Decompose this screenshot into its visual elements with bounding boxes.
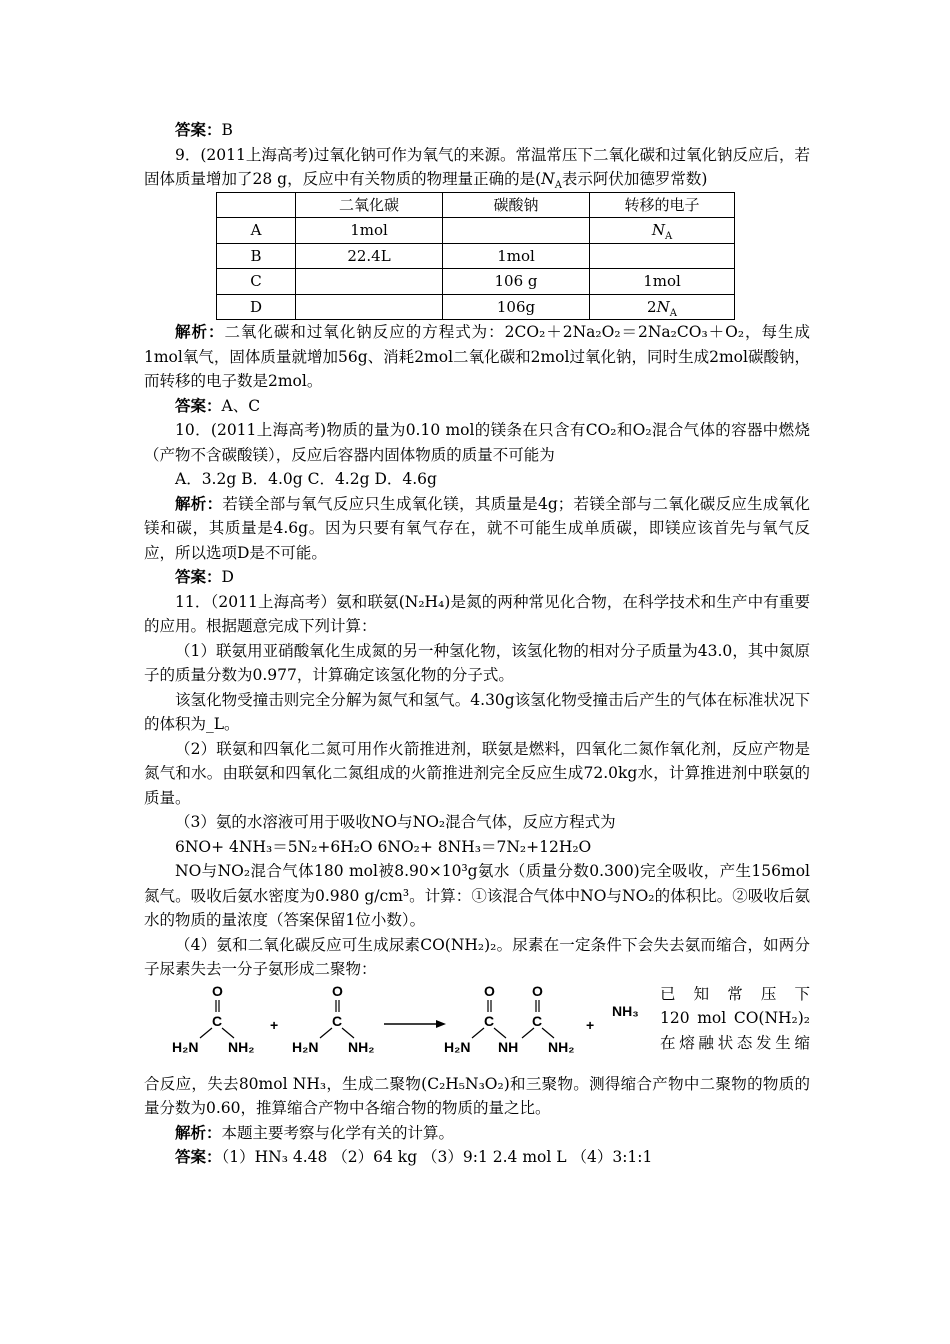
table-cell: 106g <box>443 294 590 320</box>
analysis-10: 解析：若镁全部与氧气反应只生成氧化镁，其质量是4g；若镁全部与二氧化碳反应生成氧化镁和碳，其质量是4.6g。因为只要有氧气存在，就不可能生成单质碳，即镁应该首先与氧气反应，所以选项D是不可能。 <box>144 493 810 562</box>
answer-8: 答案：B <box>175 120 233 139</box>
table-cell: 22.4L <box>296 243 443 269</box>
table-cell: 1mol <box>443 243 590 269</box>
reaction-block <box>144 982 810 1072</box>
question-11-intro: 11．（2011上海高考）氨和联氨(N₂H₄)是氮的两种常见化合物，在科学技术和生产中有重要的应用。根据题意完成下列计算： <box>144 592 810 635</box>
table-cell <box>296 294 443 320</box>
rx-nh2-3: NH₂ <box>548 1038 575 1055</box>
question-9: 9．(2011上海高考)过氧化钠可作为氧气的来源。常温常压下二氧化碳和过氧化钠反应后，若固体质量增加了28 g，反应中有关物质的物理量正确的是($N_A$表示阿伏加德罗常数) <box>144 145 810 192</box>
table-row <box>217 294 735 320</box>
side-line: 在熔融状态发生缩 <box>660 1033 810 1052</box>
rx-plus-2: + <box>586 1016 595 1033</box>
table-row <box>217 269 735 295</box>
table-header-cell: 转移的电子 <box>590 192 735 218</box>
question-11-part-4c: 合反应，失去80mol NH₃，生成二聚物(C₂H₅N₃O₂)和三聚物。测得缩合产物中二聚物的物质的量分数为0.60，推算缩合产物中各缩合物的物质的量之比。 <box>144 1074 810 1117</box>
table-cell: $2N_A$ <box>590 294 735 320</box>
side-line: 已知常压下 <box>660 984 810 1003</box>
rx-nh2-2: NH₂ <box>348 1038 375 1055</box>
question-11-part-4: （4）氨和二氧化碳反应可生成尿素CO(NH₂)₂。尿素在一定条件下会失去氨而缩合，如两分子尿素失去一分子氨形成二聚物： <box>144 935 810 978</box>
question-11-part-3b: NO与NO₂混合气体180 mol被8.90×10³g氨水（质量分数0.300)完全吸收，产生156mol氮气。吸收后氨水密度为0.980 g/cm³。计算：①该混合气体中NO与NO₂的体积比。②吸收后氨水的物质的量浓度（答案保留1位小数）。 <box>144 862 810 929</box>
rx-nh: NH <box>498 1038 519 1055</box>
table-cell <box>590 243 735 269</box>
table-cell: 106 g <box>443 269 590 295</box>
question-11-part-1b: 该氢化物受撞击则完全分解为氮气和氢气。4.30g该氢化物受撞击后产生的气体在标准状况下的体积为_L。 <box>144 690 810 733</box>
analysis-11: 解析：本题主要考察与化学有关的计算。 <box>175 1122 455 1142</box>
answer-10: 答案：D <box>175 567 234 586</box>
side-line: 120 mol CO(NH₂)₂ <box>660 1009 810 1027</box>
rx-c-1: C <box>212 1012 223 1029</box>
question-11-part-1: （1）联氨用亚硝酸氧化生成氮的另一种氢化物，该氢化物的相对分子质量为43.0，其中氮原子的质量分数为0.977，计算确定该氢化物的分子式。 <box>144 641 810 684</box>
rx-plus-1: + <box>270 1016 279 1033</box>
table-cell: $N_A$ <box>590 218 735 244</box>
question-10: 10．(2011上海高考)物质的量为0.10 mol的镁条在只含有CO₂和O₂混合气体的容器中燃烧（产物不含碳酸镁），反应后容器内固体物质的质量不可能为 <box>144 421 810 464</box>
question-11-equation: 6NO+ 4NH₃＝5N₂+6H₂O 6NO₂+ 8NH₃＝7N₂+12H₂O <box>175 837 592 856</box>
urea-condensation-diagram <box>154 982 654 1072</box>
table-cell: 1mol <box>590 269 735 295</box>
rx-c-3: C <box>484 1012 495 1029</box>
analysis-9: 解析：二氧化碳和过氧化钠反应的方程式为：2CO₂＋2Na₂O₂＝2Na₂CO₃＋O₂，每生成1mol氧气，固体质量就增加56g、消耗2mol二氧化碳和2mol过氧化钠，同时生成2mol碳酸钠，而转移的电子数是2mol。 <box>144 322 810 390</box>
question-9-table <box>216 192 735 321</box>
table-cell <box>296 269 443 295</box>
table-header-row <box>217 192 735 218</box>
rx-o-4: O <box>532 982 543 999</box>
document-page <box>144 118 810 1170</box>
answer-11: 答案：（1）HN₃ 4.48 （2）64 kg （3）9:1 2.4 mol L （4）3:1:1 <box>175 1147 653 1166</box>
rx-c-4: C <box>532 1012 543 1029</box>
table-header-cell: 二氧化碳 <box>296 192 443 218</box>
table-cell: B <box>217 243 296 269</box>
table-row <box>217 218 735 244</box>
table-cell: 1mol <box>296 218 443 244</box>
table-cell: A <box>217 218 296 244</box>
question-10-options: A．3.2g B．4.0g C．4.2g D．4.6g <box>175 470 437 488</box>
table-row <box>217 243 735 269</box>
rx-o-3: O <box>484 982 495 999</box>
question-11-part-3: （3）氨的水溶液可用于吸收NO与NO₂混合气体，反应方程式为 <box>175 813 616 831</box>
rx-o-2: O <box>332 982 343 999</box>
table-cell <box>443 218 590 244</box>
rx-nh2-1: NH₂ <box>228 1038 255 1055</box>
rx-nh3: NH₃ <box>612 1002 639 1019</box>
question-11-part-2: （2）联氨和四氧化二氮可用作火箭推进剂，联氨是燃料，四氧化二氮作氧化剂，反应产物是氮气和水。由联氨和四氧化二氮组成的火箭推进剂完全反应生成72.0kg水，计算推进剂中联氨的质量。 <box>144 739 810 807</box>
table-header-cell <box>217 192 296 218</box>
reaction-side-text <box>660 982 810 1056</box>
table-header-cell: 碳酸钠 <box>443 192 590 218</box>
table-cell: C <box>217 269 296 295</box>
rx-h2n-3: H₂N <box>444 1038 471 1055</box>
rx-c-2: C <box>332 1012 343 1029</box>
answer-9: 答案：A、C <box>175 395 261 415</box>
rx-h2n-1: H₂N <box>172 1038 199 1055</box>
rx-h2n-2: H₂N <box>292 1038 319 1055</box>
rx-o-1: O <box>212 982 223 999</box>
table-cell: D <box>217 294 296 320</box>
